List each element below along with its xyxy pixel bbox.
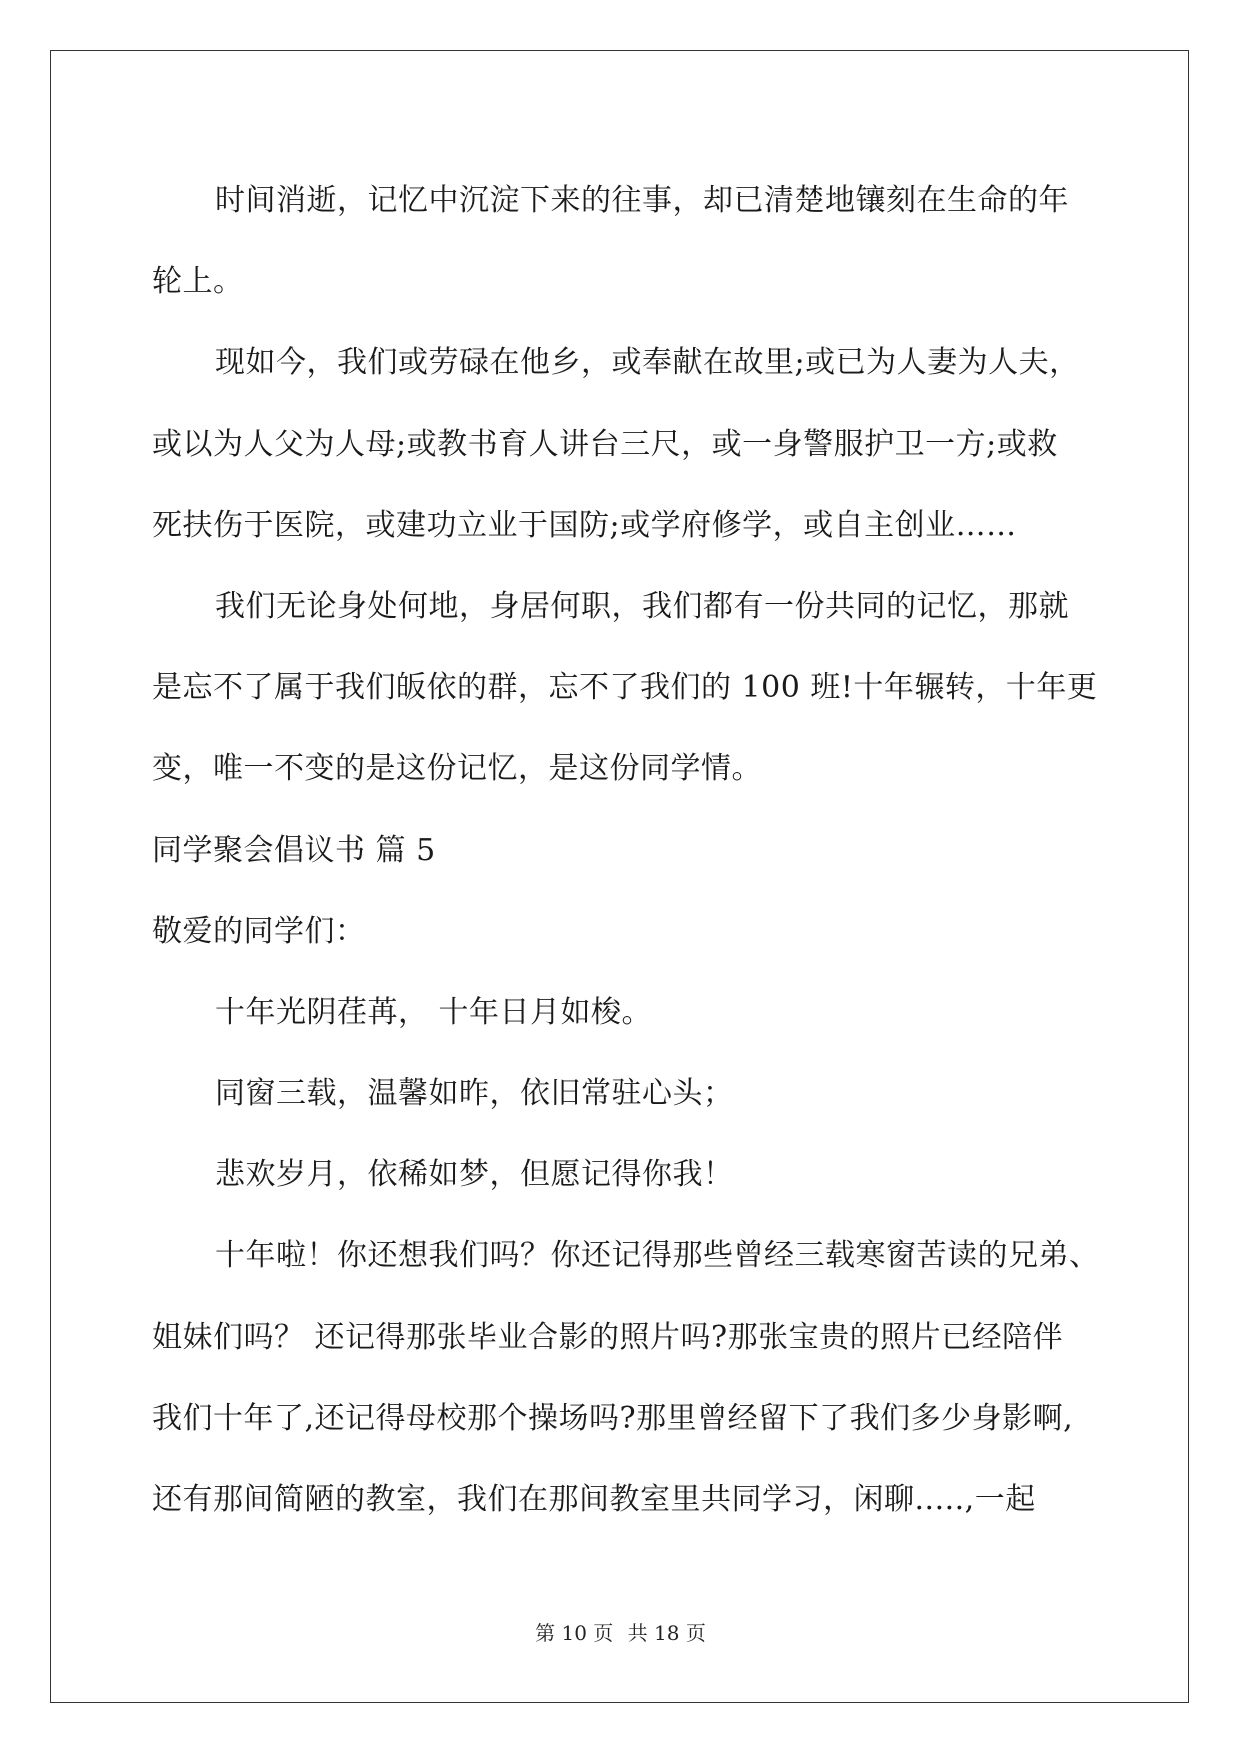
page-total: 共 18 页	[627, 1621, 706, 1645]
text-line-2: 轮上。	[152, 264, 244, 300]
text-line-3: 现如今，我们或劳碌在他乡，或奉献在故里;或已为人妻为人夫，	[215, 345, 1080, 381]
page-number: 第 10 页	[535, 1621, 614, 1645]
text-line-11: 十年光阴荏苒， 十年日月如梭。	[215, 994, 653, 1030]
salutation: 敬爱的同学们：	[152, 913, 366, 949]
section-heading: 同学聚会倡议书 篇 5	[152, 832, 436, 868]
text-line-12: 同窗三载，温馨如昨，依旧常驻心头；	[215, 1076, 734, 1112]
text-line-8: 变，唯一不变的是这份记忆，是这份同学情。	[152, 751, 762, 787]
text-line-7: 是忘不了属于我们皈依的群，忘不了我们的 100 班!十年辗转，十年更	[152, 670, 1098, 706]
text-line-16: 我们十年了,还记得母校那个操场吗?那里曾经留下了我们多少身影啊,	[152, 1400, 1074, 1436]
text-line-13: 悲欢岁月，依稀如梦，但愿记得你我！	[215, 1157, 734, 1193]
text-line-5: 死扶伤于医院，或建功立业于国防;或学府修学，或自主创业……	[152, 507, 1017, 543]
text-line-1: 时间消逝，记忆中沉淀下来的往事，却已清楚地镶刻在生命的年	[215, 183, 1069, 218]
text-line-15: 姐妹们吗？ 还记得那张毕业合影的照片吗?那张宝贵的照片已经陪伴	[152, 1319, 1064, 1355]
text-line-14: 十年啦！你还想我们吗？你还记得那些曾经三载寒窗苦读的兄弟、	[215, 1238, 1100, 1274]
page-footer	[0, 1621, 1241, 1645]
text-line-6: 我们无论身处何地，身居何职，我们都有一份共同的记忆，那就	[215, 588, 1069, 624]
document-body	[152, 160, 1100, 1540]
text-line-17: 还有那间简陋的教室，我们在那间教室里共同学习，闲聊.....,一起	[152, 1482, 1036, 1517]
text-line-4: 或以为人父为人母;或教书育人讲台三尺，或一身警服护卫一方;或救	[152, 426, 1058, 462]
